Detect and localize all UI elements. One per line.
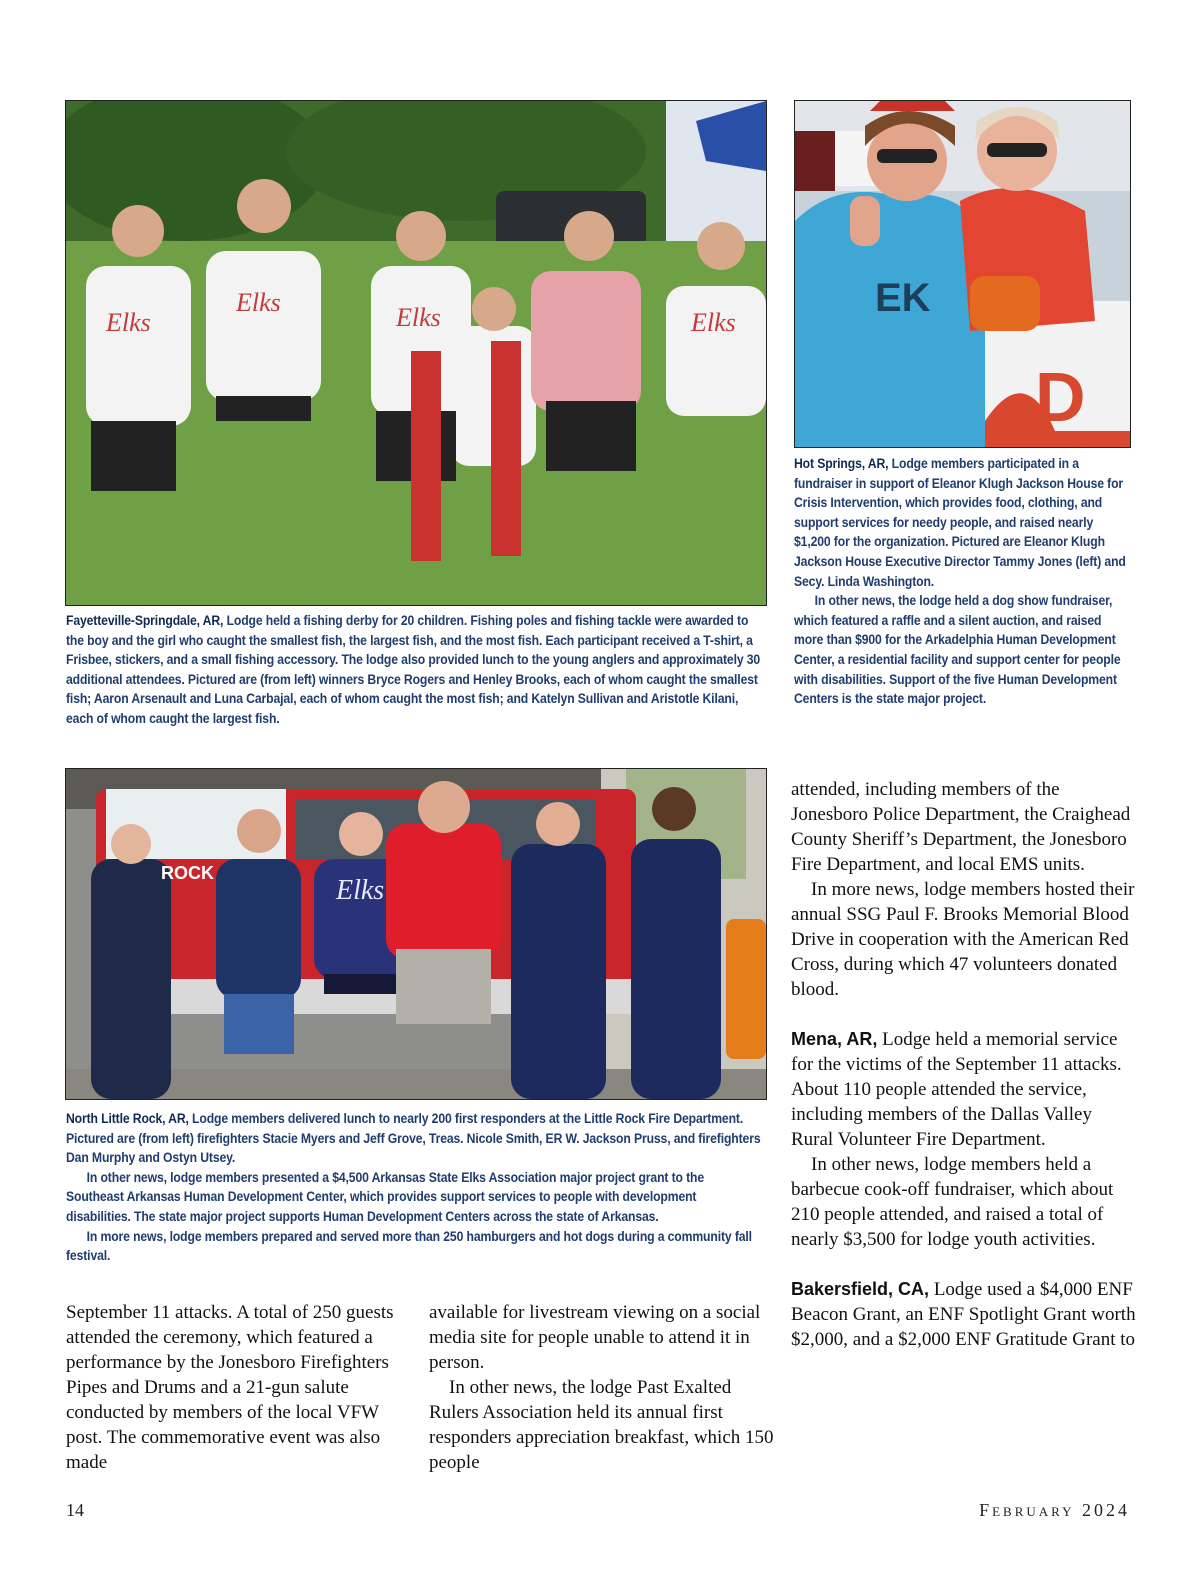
svg-text:ROCK: ROCK — [161, 863, 214, 883]
svg-text:EK: EK — [875, 276, 931, 320]
bakersfield-paragraph — [791, 1277, 1136, 1352]
body-column-2 — [429, 1300, 774, 1475]
svg-text:Elks: Elks — [691, 308, 736, 337]
body-paragraph: In other news, lodge members held a barbecue cook-off fundraiser, which about 210 people attended, and raised a total of nearly $3,500 for lodge youth activities. — [791, 1154, 1114, 1250]
body-paragraph: September 11 attacks. A total of 250 guests attended the ceremony, which featured a performance by the Jonesboro Firefighters Pipes and Drums and a 21-gun salute conducted by members of the local VFW post. The commemorative event was also made — [66, 1302, 394, 1473]
svg-text:Elks: Elks — [106, 308, 151, 337]
svg-text:Elks: Elks — [396, 303, 441, 332]
mena-paragraph — [791, 1027, 1136, 1152]
body-paragraph: available for livestream viewing on a social media site for people unable to attend it in person. — [429, 1302, 761, 1373]
issue-date: February 2024 — [979, 1500, 1130, 1520]
caption-lead: North Little Rock, AR, — [66, 1111, 189, 1127]
caption-text: Lodge members delivered lunch to nearly 200 first responders at the Little Rock Fire Department. Pictured are (from left) firefighters Stacie Myers and Jeff Grove, Treas. Nicole Smith, ER W. Jackson Pruss, and firefighters Dan Murphy and Ostyn Utsey. — [66, 1111, 761, 1167]
body-paragraph: In more news, lodge members hosted their annual SSG Paul F. Brooks Memorial Blood Drive in cooperation with the American Red Cross, during which 47 volunteers donated blood. — [791, 879, 1135, 1000]
svg-text:Elks: Elks — [236, 288, 281, 317]
page-number: 14 — [66, 1500, 84, 1520]
svg-text:D: D — [1035, 358, 1086, 436]
body-paragraph: attended, including members of the Jonesboro Police Department, the Craighead County Sheriff’s Department, the Jonesboro Fire Department, and local EMS units. — [791, 779, 1131, 875]
hot-springs-photo — [794, 100, 1131, 448]
fire-department-photo — [65, 768, 767, 1100]
caption-paragraph: In other news, lodge members presented a $4,500 Arkansas State Elks Association major project grant to the Southeast Arkansas Human Development Center, which provides support services to people with development disabilities. The state major project supports Human Development Centers across the state of Arkansas. — [66, 1169, 705, 1225]
fayetteville-caption — [66, 612, 761, 730]
bakersfield-text: Lodge used a $4,000 ENF Beacon Grant, an ENF Spotlight Grant worth $2,000, and a $2,000 ENF Gratitude Grant to — [791, 1279, 1136, 1350]
mena-lead: Mena, AR, — [791, 1029, 878, 1049]
fishing-derby-photo — [65, 100, 767, 606]
body-column-1 — [66, 1300, 411, 1475]
bakersfield-lead: Bakersfield, CA, — [791, 1279, 930, 1299]
caption-paragraph: In other news, the lodge held a dog show fundraiser, which featured a raffle and a silent auction, and raised more than $900 for the Arkadelphia Human Development Center, a residential facility and support center for people with disabilities. Support of the five Human Development Centers is the state major project. — [794, 593, 1121, 708]
caption-lead: Fayetteville-Springdale, AR, — [66, 613, 224, 629]
body-paragraph: In other news, the lodge Past Exalted Rulers Association held its annual first responders appreciation breakfast, which 150 people — [429, 1377, 774, 1473]
svg-text:Elks: Elks — [336, 875, 385, 906]
hot-springs-caption — [794, 455, 1131, 710]
caption-lead: Hot Springs, AR, — [794, 456, 889, 472]
body-column-3 — [791, 777, 1136, 1352]
mena-text: Lodge held a memorial service for the victims of the September 11 attacks. About 110 people attended the service, including members of the Dallas Valley Rural Volunteer Fire Department. — [791, 1029, 1122, 1150]
north-little-rock-caption — [66, 1110, 761, 1267]
caption-paragraph: In more news, lodge members prepared and served more than 250 hamburgers and hot dogs during a community fall festival. — [66, 1228, 752, 1265]
caption-text: Lodge members participated in a fundraiser in support of Eleanor Klugh Jackson House for Crisis Intervention, which provides food, clothing, and support services for needy people, and raised nearly $1,200 for the organization. Pictured are Eleanor Klugh Jackson House Executive Director Tammy Jones (left) and Secy. Linda Washington. — [794, 456, 1126, 590]
caption-text: Lodge held a fishing derby for 20 children. Fishing poles and fishing tackle were awarded to the boy and the girl who caught the smallest fish, the largest fish, and the most fish. Each participant received a T-shirt, a Frisbee, stickers, and a small fishing accessory. The lodge also provided lunch to the young anglers and approximately 30 additional attendees. Pictured are (from left) winners Bryce Rogers and Henley Brooks, each of whom caught the smallest fish; Aaron Arsenault and Luna Carbajal, each of whom caught the most fish; and Katelyn Sullivan and Aristotle Kilani, each of whom caught the largest fish. — [66, 613, 761, 727]
